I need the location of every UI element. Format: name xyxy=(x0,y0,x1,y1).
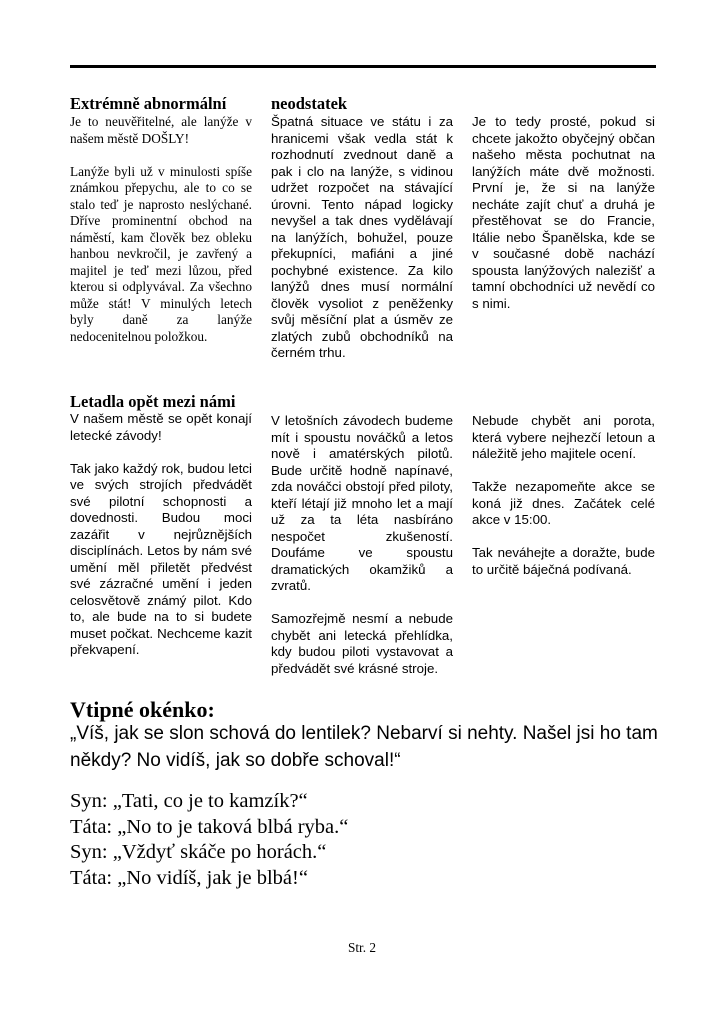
article1-col1-paragraph: Lanýže byli už v minulosti spíše známkou přepychu, ale to co se stalo teď je naprosto neslýchané. Dříve prominentní obchod na náměstí, kam člověk bez obleku hanbou nevkročil, je zavřený a majitel je teď mezi lůzou, před kterou si odplyvával. Za všechno může stát! V minulých letech byly daně za lanýže nedocenitelnou položkou. xyxy=(70,163,252,344)
article2-column-2 xyxy=(271,413,453,677)
article1-title xyxy=(70,95,226,113)
article2-column-1 xyxy=(70,411,252,659)
top-divider-rule xyxy=(70,65,656,68)
article1-col3-paragraph: Je to tedy prosté, pokud si chcete jakožto obyčejný občan našeho města pochutnat na lanýžích máte dvě možnosti. První je, že si na lanýže necháte zajít chuť a druhá je přestěhovat se do Francie, Itálie nebo Španělska, kde se v současné době nachází spousta lanýžových nalezišť a tamní obchodníci už nevědí co s nimi. xyxy=(472,114,655,311)
dialog-line: Táta: „No to je taková blbá ryba.“ xyxy=(70,815,349,838)
article2-col2-paragraph: Samozřejmě nesmí a nebude chybět ani letecká přehlídka, kdy budou piloti vystavovat a předvádět své krásné stroje. xyxy=(271,611,453,676)
article1-column-2 xyxy=(271,114,453,362)
article2-col3-paragraph: Takže nezapomeňte akce se koná již dnes. Začátek celé akce v 15:00. xyxy=(472,479,655,527)
article2-column-3 xyxy=(472,413,655,578)
article1-col2-paragraph: Špatná situace ve státu i za hranicemi však vedla stát k rozhodnutí zvednout daně a pak i clo na lanýže, s vidinou udržet rozpočet na stávající úrovni. Tento nápad logicky nevyšel a tak dnes vydělávají na lanýžích, bohužel, pouze překupníci, mafiáni a jiné pochybné existence. Za kilo lanýžů dnes musí normální člověk vysoliot z peněženky svůj měsíční plat a úsměv ze zlatých zubů obchodníků na černém trhu. xyxy=(271,114,453,360)
article2-col3-paragraph: Nebude chybět ani porota, která vybere nejhezčí letoun a náležitě jeho majitele ocení. xyxy=(472,413,655,461)
page-number: Str. 2 xyxy=(347,940,377,955)
article2-col2-paragraph: V letošních závodech budeme mít i spoustu nováčků a letos nově i amatérských pilotů. Bude určitě hodně napínavé, zda nováčci obstojí před piloty, kteří létají již mnoho let a mají už za ta léta nasbíráno nespočet zkušeností. Doufáme ve spoustu dramatických okamžiků a zvratů. xyxy=(271,413,453,593)
article1-column-3 xyxy=(472,114,655,312)
article1-title-left: Extrémně abnormální xyxy=(70,94,227,113)
dialog-line: Syn: „Tati, co je to kamzík?“ xyxy=(70,790,308,812)
article2-col1-paragraph: Tak jako každý rok, budou letci ve svých strojích předvádět své pilotní schopnosti a dovednosti. Budou moci zazářit v nejrůznějších disciplínách. Letos by nám své umění měl přiletět předvést své zázračné umění i jeden celosvětově známý pilot. Kdo to, ale bude na to si budete muset počkat. Nechceme kazit překvapení. xyxy=(70,460,252,657)
jokes-heading: Vtipné okénko: xyxy=(70,697,215,722)
article2-title-text: Letadla opět mezi námi xyxy=(70,392,236,411)
joke-dialog xyxy=(70,789,670,891)
dialog-line: Táta: „No vidíš, jak je blbá!“ xyxy=(70,866,308,889)
article1-col1-paragraph: Je to neuvěřitelné, ale lanýže v našem městě DOŠLY! xyxy=(70,114,252,146)
article1-title-continuation xyxy=(271,95,347,113)
article2-title xyxy=(70,393,235,411)
joke-elephant-text: „Víš, jak se slon schová do lentilek? Nebarví si nehty. Našel jsi ho tam někdy? No vidíš, jak so dobře schoval!“ xyxy=(70,723,658,771)
article2-col3-paragraph: Tak neváhejte a doražte, bude to určitě báječná podívaná. xyxy=(472,545,655,577)
dialog-line: Syn: „Vždyť skáče po horách.“ xyxy=(70,841,327,863)
article1-title-right: neodstatek xyxy=(271,94,348,113)
article2-col1-paragraph: V našem městě se opět konají letecké závody! xyxy=(70,411,252,443)
article1-column-1 xyxy=(70,114,252,345)
